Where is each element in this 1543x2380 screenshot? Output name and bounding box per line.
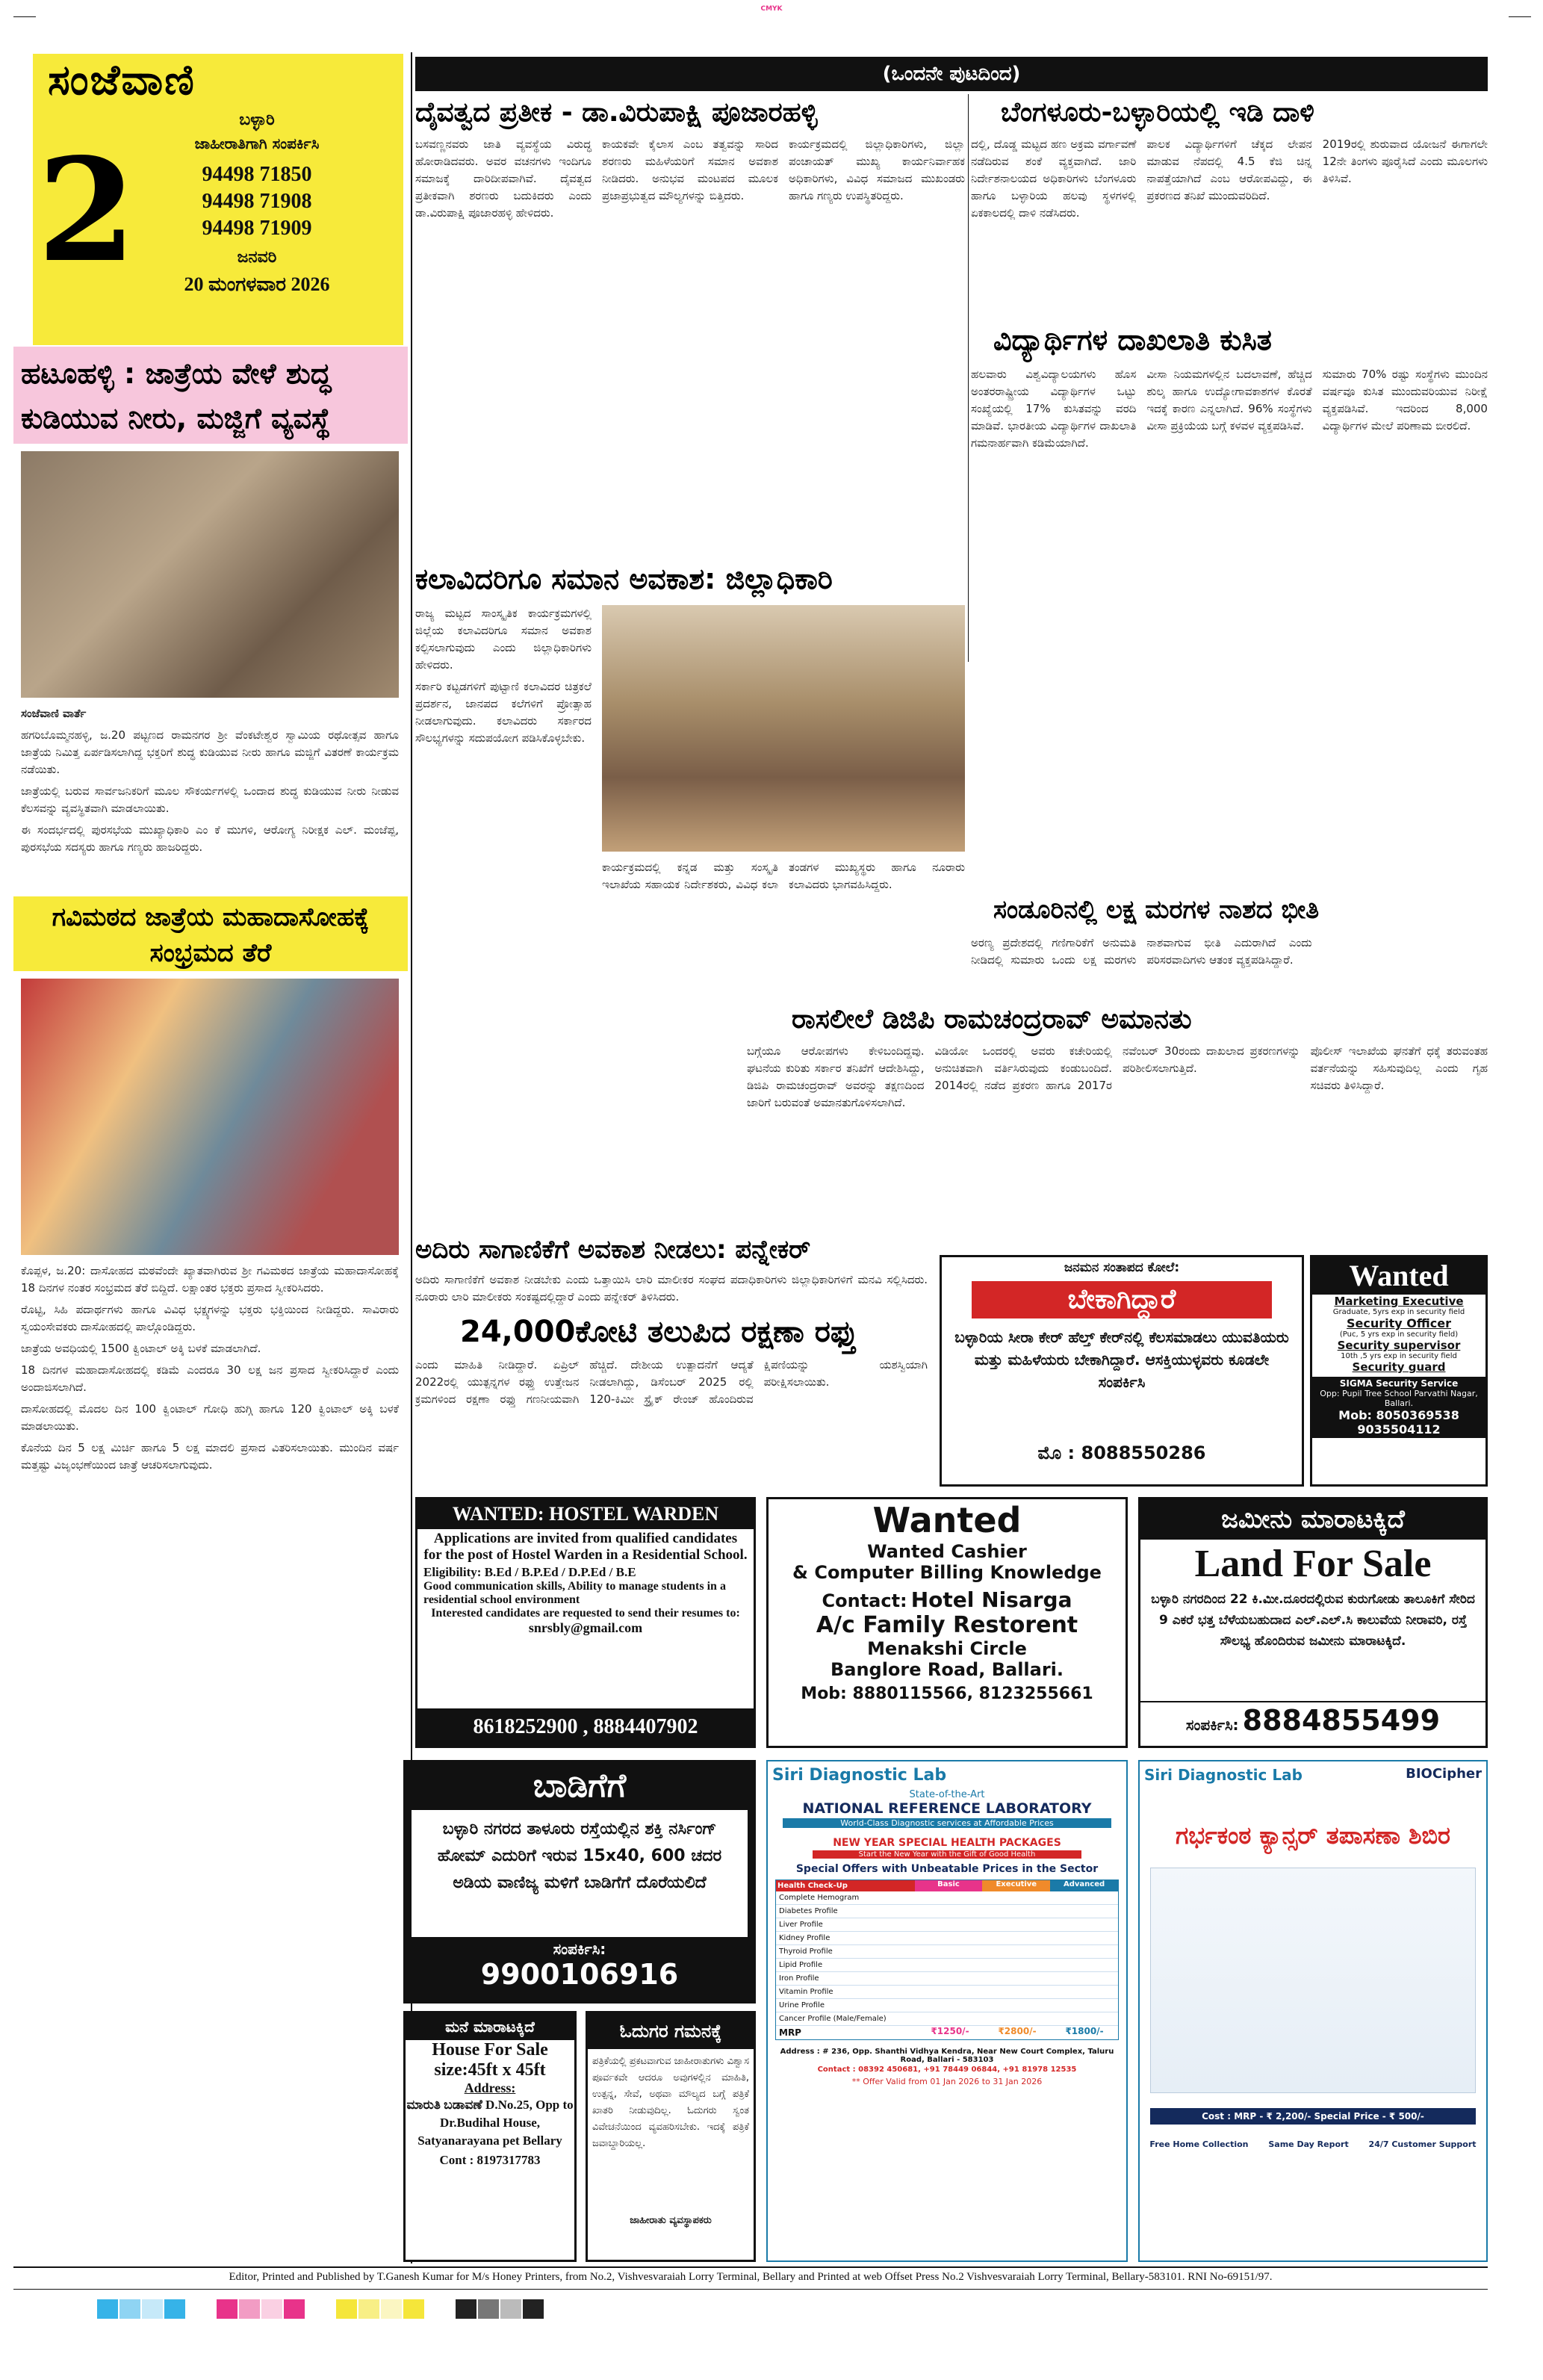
swatch [456,2299,476,2319]
paragraph: ರಾಜ್ಯ ಮಟ್ಟದ ಸಾಂಸ್ಕೃತಿಕ ಕಾರ್ಯಕ್ರಮಗಳಲ್ಲಿ ಜಿಲ್ಲೆಯ ಕಲಾವಿದರಿಗೂ ಸಮಾನ ಅವಕಾಶ ಕಲ್ಪಿಸಲಾಗುವುದು ಎಂದು ಜಿಲ್ಲಾಧಿಕಾರಿಗಳು ಹೇಳಿದರು. [415,607,592,672]
ad-line: Applications are invited from qualified candidates for the post of Hostel Warden in a Residential School. [423,1531,748,1563]
story-gavimath [13,896,408,2263]
paragraph: ಈ ಸಂದರ್ಭದಲ್ಲಿ ಪುರಸಭೆಯ ಮುಖ್ಯಾಧಿಕಾರಿ ಎಂ ಕೆ ಮುಗಳಿ, ಆರೋಗ್ಯ ನಿರೀಕ್ಷಕ ಎಲ್. ಮಂಜೆಪ್ಪ, ಪುರಸಭೆಯ ಸದಸ್ಯರು ಹಾಗೂ ಗಣ್ಯರು ಹಾಜರಿದ್ದರು. [21,823,399,854]
validity: ** Offer Valid from 01 Jan 2026 to 31 Jan 2026 [851,2077,1043,2086]
ad-address: Menakshi Circle [867,1638,1027,1659]
table-header [776,1880,1118,1891]
contact-number: 8884855499 [1242,1704,1441,1737]
ad-address-label: Address: [464,2080,516,2095]
story-sandur [971,893,1488,997]
masthead-date: 20 ಮಂಗಳವಾರ 2026 [184,273,330,295]
ad-title: ಬಾಡಿಗೆಗೆ [533,1767,627,1805]
swatch [336,2299,357,2319]
ad-title-kn: ಜಮೀನು ಮಾರಾಟಕ್ಕಿದೆ [1140,1499,1485,1540]
contact: Contact : 08392 450681, +91 78449 06844, +91 81978 12535 [817,2066,1077,2074]
story-enrollment [971,321,1488,889]
table-row: Thyroid Profile [776,1945,1118,1959]
ad-size: size:45ft x 45ft [434,2060,546,2080]
role-1: Marketing Executive [1334,1295,1464,1308]
article-body [21,1262,399,2256]
role-1-req: Graduate, 5yrs exp in security field [1332,1308,1465,1316]
col-header: Basic [915,1880,983,1891]
table-row: Lipid Profile [776,1959,1118,1972]
headline: ಬೆಂಗಳೂರು-ಬಳ್ಳಾರಿಯಲ್ಲಿ ಇಡಿ ದಾಳಿ [1001,97,1314,128]
mobile: Mob: 8050369538 [1338,1408,1459,1422]
contact-number: 9900106916 [480,1958,679,1991]
paragraph: ಕೊಪ್ಪಳ, ಜ.20: ದಾಸೋಹದ ಮಠವೆಂದೇ ಖ್ಯಾತವಾಗಿರುವ ಶ್ರೀ ಗವಿಮಠದ ಜಾತ್ರೆಯ ಮಹಾದಾಸೋಹಕ್ಕೆ 18 ದಿನಗಳ ನಂತರ ಸಂಭ್ರಮದ ತೆರೆ ಬಿದ್ದಿದೆ. ಲಕ್ಷಾಂತರ ಭಕ್ತರು ಪ್ರಸಾದ ಸ್ವೀಕರಿಸಿದರು. [21,1264,399,1295]
paragraph: ವೀಸಾ ನಿಯಮಗಳಲ್ಲಿನ ಬದಲಾವಣೆ, ಹೆಚ್ಚಿದ ಶುಲ್ಕ ಹಾಗೂ ಉದ್ಯೋಗಾವಕಾಶಗಳ ಕೊರತೆ ಇದಕ್ಕೆ ಕಾರಣ ಎನ್ನಲಾಗಿದೆ. 96% ಸಂಸ್ಥೆಗಳು ವೀಸಾ ಪ್ರಕ್ರಿಯೆಯ ಬಗ್ಗೆ ಕಳವಳ ವ್ಯಕ್ತಪಡಿಸಿವೆ. [1146,368,1312,433]
phone-1: 94498 71850 [202,163,312,186]
ad-house-for-sale [403,2011,577,2262]
paragraph: ಸರ್ಕಾರಿ ಕಟ್ಟಡಗಳಿಗೆ ಪುಟ್ಟಾಣಿ ಕಲಾವಿದರ ಚಿತ್ರಕಲೆ ಪ್ರದರ್ಶನ, ಜಾನಪದ ಕಲೆಗಳಿಗೆ ಪ್ರೋತ್ಸಾಹ ನೀಡಲಾಗುವುದು. ಕಲಾವಿದರು ಸರ್ಕಾರದ ಸೌಲಭ್ಯಗಳನ್ನು ಸದುಪಯೋಗ ಪಡಿಸಿಕೊಳ್ಳಬೇಕು. [415,680,592,745]
mobile-2: 9035504112 [1357,1422,1441,1437]
table-row: Iron Profile [776,1972,1118,1986]
masthead-month: ಜನವರಿ [237,248,277,267]
notice-sign: ಜಾಹೀರಾತು ವ್ಯವಸ್ಥಾಪಕರು [630,2215,712,2226]
ad-contact: Cont : 8197317783 [439,2153,541,2167]
phone-3: 94498 71909 [202,217,312,240]
ad-hostel-warden [415,1497,756,1748]
logo [33,54,403,106]
article-body [747,1043,1488,1245]
role-3-req: 10th ,5 yrs exp in security field [1341,1352,1457,1360]
paragraph: ಸುಮಾರು 70% ರಷ್ಟು ಸಂಸ್ಥೆಗಳು ಮುಂದಿನ ವರ್ಷವೂ ಕುಸಿತ ಮುಂದುವರಿಯುವ ನಿರೀಕ್ಷೆ ವ್ಯಕ್ತಪಡಿಸಿವೆ. ಇದರಿಂದ 8,000 ವಿದ್ಯಾರ್ಥಿಗಳ ಮೇಲೆ ಪರಿಣಾಮ ಬೀರಲಿದೆ. [1322,368,1488,433]
photo-gavimath [21,979,399,1255]
ad-line: Interested candidates are requested to send their resumes to: [431,1607,740,1620]
contact-label: ಸಂಪರ್ಕಿಸಿ: [1185,1716,1239,1734]
article-body [415,1357,928,1491]
table-row: Kidney Profile [776,1932,1118,1945]
ad-phones: 8618252900 , 8884407902 [417,1708,754,1746]
table-row: Diabetes Profile [776,1905,1118,1918]
paragraph: ಅರಣ್ಯ ಪ್ರದೇಶದಲ್ಲಿ ಗಣಿಗಾರಿಕೆಗೆ ಅನುಮತಿ ನೀಡಿದಲ್ಲಿ ಸುಮಾರು ಒಂದು ಲಕ್ಷ ಮರಗಳು ನಾಶವಾಗುವ ಭೀತಿ ಎದುರಾಗಿದೆ ಎಂದು ಪರಿಸರವಾದಿಗಳು ಆತಂಕ ವ್ಯಕ್ತಪಡಿಸಿದ್ದಾರೆ. [971,936,1312,967]
ad-title-kn: ಮನೆ ಮಾರಾಟಕ್ಕಿದೆ [406,2013,574,2040]
address: Address : # 236, Opp. Shanthi Vidhya Kendra, Near New Court Complex, Taluru Road, Ballari - 583103 [780,2048,1114,2064]
headline: ದೈವತ್ವದ ಪ್ರತೀಕ - ಡಾ.ವಿರುಪಾಕ್ಷಿ ಪೂಜಾರಹಳ್ಳಿ [415,97,818,128]
ad-title: WANTED: HOSTEL WARDEN [417,1499,754,1529]
swatch [478,2299,499,2319]
article-body [415,1271,928,1313]
ad-hotel-name-2: A/c Family Restorent [816,1612,1078,1638]
info-panel [1150,1868,1476,2093]
ad-line: Wanted Cashier [867,1541,1027,1562]
ad-body: ಬಳ್ಳಾರಿ ನಗರದಿಂದ 22 ಕಿ.ಮೀ.ದೂರದಲ್ಲಿರುವ ಕುರುಗೋಡು ತಾಲೂಕಿಗೆ ಸೇರಿದ 9 ಎಕರೆ ಭತ್ತ ಬೆಳೆಯಬಹುದಾದ ಎಲ್.ಎಲ್.ಸಿ ಕಾಲುವೆಯ ನೀರಾವರಿ, ರಸ್ತೆ ಸೌಲಭ್ಯ ಹೊಂದಿರುವ ಜಮೀನು ಮಾರಾಟಕ್ಕಿದೆ. [1151,1592,1475,1649]
paragraph: ದಲ್ಲಿ, ದೊಡ್ಡ ಮಟ್ಟದ ಹಣ ಅಕ್ರಮ ವರ್ಗಾವಣೆ ನಡೆದಿರುವ ಶಂಕೆ ವ್ಯಕ್ತವಾಗಿದೆ. ಜಾರಿ ನಿರ್ದೇಶನಾಲಯದ ಅಧಿಕಾರಿಗಳು ಬೆಂಗಳೂರು ಹಾಗೂ ಬಳ್ಳಾರಿಯ ಹಲವು ಸ್ಥಳಗಳಲ್ಲಿ ಏಕಕಾಲದಲ್ಲಿ ದಾಳಿ ನಡೆಸಿದರು. [971,137,1137,220]
color-bar [97,2299,919,2320]
paragraph: ರೊಟ್ಟಿ, ಸಿಹಿ ಪದಾರ್ಥಗಳು ಹಾಗೂ ವಿವಿಧ ಭಕ್ಷ್ಯಗಳನ್ನು ಭಕ್ತರು ಭಕ್ತಿಯಿಂದ ನೀಡಿದ್ದರು. ಸಾವಿರಾರು ಸ್ವಯಂಸೇವಕರು ದಾಸೋಹದಲ್ಲಿ ಪಾಲ್ಗೊಂಡಿದ್ದರು. [21,1303,399,1333]
ad-body: ಬಳ್ಳಾರಿ ನಗರದ ತಾಳೂರು ರಸ್ತೆಯಲ್ಲಿನ ಶಕ್ತಿ ನರ್ಸಿಂಗ್ ಹೋಮ್ ಎದುರಿಗೆ ಇರುವ 15x40, 600 ಚದರ ಅಡಿಯ ವಾಣಿಜ್ಯ ಮಳಿಗೆ ಬಾಡಿಗೆಗೆ ದೊರೆಯಲಿದೆ [412,1810,748,1937]
swatch [523,2299,544,2319]
ad-line: Eligibility: B.Ed / B.P.Ed / D.P.Ed / B.E [423,1565,636,1579]
col-header: Executive [982,1880,1050,1891]
paragraph: ದಾಸೋಹದಲ್ಲಿ ಮೊದಲ ದಿನ 100 ಕ್ವಿಂಟಾಲ್ ಗೋಧಿ ಹುಗ್ಗಿ ಹಾಗೂ 120 ಕ್ವಿಂಟಾಲ್ ಅಕ್ಕಿ ಬಳಕೆ ಮಾಡಲಾಯಿತು. [21,1402,399,1433]
masthead-info [33,106,403,345]
phone-2: 94498 71908 [202,190,312,213]
cmyk-mark: CMYK [760,5,783,13]
article-body [971,366,1488,881]
ad-contact-label: ಜಾಹೀರಾತಿಗಾಗಿ ಸಂಪರ್ಕಿಸಿ [194,134,320,152]
paragraph: ಹಗರಿಬೊಮ್ಮನಹಳ್ಳಿ, ಜ.20 ಪಟ್ಟಣದ ರಾಮನಗರ ಶ್ರೀ ವೆಂಕಟೇಶ್ವರ ಸ್ವಾಮಿಯ ರಥೋತ್ಸವ ಹಾಗೂ ಜಾತ್ರೆಯ ನಿಮಿತ್ತ ಏರ್ಪಡಿಸಲಾಗಿದ್ದ ಭಕ್ತರಿಗೆ ಶುದ್ಧ ಕುಡಿಯುವ ನೀರು ಹಾಗೂ ಮಜ್ಜಿಗೆ ವಿತರಣೆ ಕಾರ್ಯಕ್ರಮ ನಡೆಯಿತು. [21,728,399,776]
banner: NEW YEAR SPECIAL HEALTH PACKAGES [833,1837,1061,1849]
photo-artists-event [602,605,965,852]
continued-banner: (ಒಂದನೇ ಪುಟದಿಂದ) [415,57,1488,91]
col-header: Advanced [1050,1880,1118,1891]
swatch [358,2299,379,2319]
ad-sigma-security [1310,1255,1488,1487]
column-divider [968,94,969,662]
contact-label: ಸಂಪರ್ಕಿಸಿ: [553,1940,606,1958]
footer-item: Same Day Report [1268,2139,1349,2149]
paragraph: ಕಾರ್ಯಕ್ರಮದಲ್ಲಿ ಕನ್ನಡ ಮತ್ತು ಸಂಸ್ಕೃತಿ ಇಲಾಖೆಯ ಸಹಾಯಕ ನಿರ್ದೇಶಕರು, ವಿವಿಧ ಕಲಾ ತಂಡಗಳ ಮುಖ್ಯಸ್ಥರು ಹಾಗೂ ನೂರಾರು ಕಲಾವಿದರು ಭಾಗವಹಿಸಿದ್ದರು. [602,861,965,891]
page-number: 2 [37,127,137,294]
price-executive: ₹2800/- [998,2026,1037,2036]
notice-body: ಪತ್ರಿಕೆಯಲ್ಲಿ ಪ್ರಕಟವಾಗುವ ಜಾಹೀರಾತುಗಳು ವಿಶ್ವಾಸ ಪೂರ್ವಕವೇ ಆದರೂ ಅವುಗಳಲ್ಲಿನ ಮಾಹಿತಿ, ಉತ್ಪನ್ನ, ಸೇವೆ, ಅಥವಾ ಮೌಲ್ಯದ ಬಗ್ಗೆ ಪತ್ರಿಕೆ ಖಾತರಿ ನೀಡುವುದಿಲ್ಲ. ಓದುಗರು ಸ್ವಂತ ವಿವೇಚನೆಯಿಂದ ವ್ಯವಹರಿಸಬೇಕು. ಇದಕ್ಕೆ ಪತ್ರಿಕೆ ಜವಾಬ್ದಾರಿಯಲ್ಲ. [592,2056,749,2149]
notice-title: ಓದುಗರ ಗಮನಕ್ಕೆ [588,2013,754,2049]
footer-item: Free Home Collection [1149,2139,1249,2149]
byline: ಸಂಜೆವಾಣಿ ವಾರ್ತೆ [21,707,87,720]
swatch [217,2299,237,2319]
ad-contact-block [1312,1377,1485,1438]
paragraph: ಎಂದು ಮಾಹಿತಿ ನೀಡಿದ್ದಾರೆ. ಏಪ್ರಿಲ್ 2022ರಲ್ಲಿ ಯುತ್ಪನ್ನಗಳ ರಫ್ತು ಉತ್ತೇಜನ ಕ್ರಮಗಳಿಂದ ರಕ್ಷಣಾ ರಫ್ತು ಗಣನೀಯವಾಗಿ ಹೆಚ್ಚಿದೆ. ದೇಶೀಯ ಉತ್ಪಾದನೆಗೆ ಆದ್ಯತೆ ನೀಡಲಾಗಿದ್ದು, ಡಿಸೆಂಬರ್ 2025 ರಲ್ಲಿ 120-ಕಿಮೀ ಸ್ಟ್ರೈಕ್ ರೇಂಜ್ ಹೊಂದಿರುವ ಕ್ಷಿಪಣಿಯನ್ನು ಯಶಸ್ವಿಯಾಗಿ ಪರೀಕ್ಷಿಸಲಾಯಿತು. [415,1358,928,1406]
swatch [142,2299,163,2319]
ad-email: snrsbly@gmail.com [528,1620,643,1635]
ad-address-2: Banglore Road, Ballari. [830,1659,1064,1680]
tagline: State-of-the-Art [909,1789,985,1800]
mrp-label: MRP [779,2027,801,2038]
story-hatuhalli [13,347,408,884]
ad-seera-care [940,1255,1304,1487]
role-2: Security Officer [1347,1316,1451,1330]
ad-brand-row [1140,1761,1486,1788]
role-3: Security supervisor [1337,1339,1461,1352]
footer-rule [13,2266,1488,2268]
paragraph: ಕಾಯಕವೇ ಕೈಲಾಸ ಎಂಬ ತತ್ವವನ್ನು ಸಾರಿದ ಶರಣರು ಮಹಿಳೆಯರಿಗೆ ಸಮಾನ ಅವಕಾಶ ನೀಡಿದರು. ಅನುಭವ ಮಂಟಪದ ಮೂಲಕ ಪ್ರಜಾಪ್ರಭುತ್ವದ ಮೌಲ್ಯಗಳನ್ನು ಬಿತ್ತಿದರು. [602,137,778,202]
table-row: Complete Hemogram [776,1891,1118,1905]
article-body [971,935,1488,994]
brand: Siri Diagnostic Lab [772,1766,947,1785]
cost: Cost : MRP - ₹ 2,200/- Special Price - ₹ 500/- [1150,2108,1476,2125]
readers-notice [586,2011,756,2262]
swatch [381,2299,402,2319]
paragraph: ಪಾಲಕ ವಿದ್ಯಾರ್ಥಿಗಳಿಗೆ ಚೆಕ್ಕದ ಲೇಪನ ಮಾಡುವ ನೆಪದಲ್ಲಿ 4.5 ಕೆಜಿ ಚಿನ್ನ ನಾಪತ್ತೆಯಾಗಿದೆ ಎಂಬ ಆರೋಪವಿದ್ದು, ಈ ಪ್ರಕರಣದ ತನಿಖೆ ಮುಂದುವರಿದಿದೆ. [1146,137,1312,202]
ad-address: ಮಾರುತಿ ಬಡಾವಣೆ D.No.25, Opp to Dr.Budihal House, Satyanarayana pet Bellary [406,2098,574,2148]
paragraph: ಕಾರ್ಯಕ್ರಮದಲ್ಲಿ ಜಿಲ್ಲಾಧಿಕಾರಿಗಳು, ಜಿಲ್ಲಾ ಪಂಚಾಯತ್ ಮುಖ್ಯ ಕಾರ್ಯನಿರ್ವಾಹಕ ಅಧಿಕಾರಿಗಳು, ವಿವಿಧ ಸಮಾಜದ ಮುಖಂಡರು ಹಾಗೂ ಗಣ್ಯರು ಉಪಸ್ಥಿತರಿದ್ದರು. [789,137,965,202]
paragraph: ಜಾತ್ರೆಯ ಅವಧಿಯಲ್ಲಿ 1500 ಕ್ವಿಂಟಾಲ್ ಅಕ್ಕಿ ಬಳಕೆ ಮಾಡಲಾಗಿದೆ. [21,1342,261,1355]
swatch [239,2299,260,2319]
ad-body: ಬಳ್ಳಾರಿಯ ಸೀರಾ ಕೇರ್ ಹೆಲ್ತ್ ಕೇರ್‌ನಲ್ಲಿ ಕೆಲಸಮಾಡಲು ಯುವತಿಯರು ಮತ್ತು ಮಹಿಳೆಯರು ಬೇಕಾಗಿದ್ದಾರೆ. ಆಸಕ್ತಿಯುಳ್ಳವರು ಕೂಡಲೇ ಸಂಪರ್ಕಿಸಿ [954,1328,1289,1391]
headline: ಹಟೂಹಳ್ಳಿ : ಜಾತ್ರೆಯ ವೇಳೆ ಶುದ್ಧ ಕುಡಿಯುವ ನೀರು, ಮಜ್ಜಿಗೆ ವ್ಯವಸ್ಥೆ [13,347,408,444]
article-body [971,136,1488,315]
paragraph: ಬಗ್ಗೆಯೂ ಆರೋಪಗಳು ಕೇಳಿಬಂದಿದ್ದವು. ಘಟನೆಯ ಕುರಿತು ಸರ್ಕಾರ ತನಿಖೆಗೆ ಆದೇಶಿಸಿದ್ದು, ಡಿಜಿಪಿ ರಾಮಚಂದ್ರರಾವ್ ಅವರನ್ನು ತಕ್ಷಣದಿಂದ ಜಾರಿಗೆ ಬರುವಂತೆ ಅಮಾನತುಗೊಳಿಸಲಾಗಿದೆ. [747,1044,925,1109]
role-2-req: (Puc, 5 yrs exp in security field) [1339,1330,1459,1339]
headline: ಸಂಡೂರಿನಲ್ಲಿ ಲಕ್ಷ ಮರಗಳ ನಾಶದ ಭೀತಿ [993,895,1320,925]
headline: ವಿದ್ಯಾರ್ಥಿಗಳ ದಾಖಲಾತಿ ಕುಸಿತ [993,323,1272,356]
table-row: Cancer Profile (Male/Female) [776,2012,1118,2026]
ad-siri-diagnostic-packages [766,1760,1128,2262]
brand: Siri Diagnostic Lab [1144,1766,1303,1784]
price-row [776,2026,1118,2039]
story-virupakshi [415,94,965,557]
ad-hotel-name: Hotel Nisarga [910,1587,1072,1612]
address: Opp: Pupil Tree School Parvathi Nagar, Ballari. [1320,1389,1478,1408]
story-defence [415,1315,928,1494]
table-row: Urine Profile [776,1999,1118,2012]
footer-rule [13,2289,1488,2290]
paragraph: 2019ರಲ್ಲಿ ಶುರುವಾದ ಯೋಜನೆ ಈಗಾಗಲೇ 12ನೇ ತಿಂಗಳು ಪೂರೈಸಿದೆ ಎಂದು ಮೂಲಗಳು ತಿಳಿಸಿವೆ. [1322,137,1488,185]
ad-header: ಜನಮನ ಸಂತಾಪದ ಕೋಲೆ: [1064,1260,1180,1275]
role-4: Security guard [1352,1360,1446,1374]
swatch [261,2299,282,2319]
headline: ಕಲಾವಿದರಿಗೂ ಸಮಾನ ಅವಕಾಶ: ಜಿಲ್ಲಾಧಿಕಾರಿ [415,563,833,595]
offers: Special Offers with Unbeatable Prices in the Sector [795,1863,1099,1875]
ad-contact [1140,1701,1485,1737]
col-header: Health Check-Up [777,1882,848,1890]
ad-line: Good communication skills, Ability to manage students in a residential school environment [423,1580,726,1606]
headline: ಗವಿಮಠದ ಜಾತ್ರೆಯ ಮಹಾದಾಸೋಹಕ್ಕೆ ಸಂಭ್ರಮದ ತೆರೆ [13,896,408,971]
swatch [97,2299,118,2319]
article-body [21,705,399,877]
headline: 24,000ಕೋಟಿ ತಲುಪಿದ ರಕ್ಷಣಾ ರಫ್ತು [460,1315,857,1349]
paragraph: ಪೊಲೀಸ್ ಇಲಾಖೆಯ ಘನತೆಗೆ ಧಕ್ಕೆ ತರುವಂತಹ ವರ್ತನೆಯನ್ನು ಸಹಿಸುವುದಿಲ್ಲ ಎಂದು ಗೃಹ ಸಚಿವರು ತಿಳಿಸಿದ್ದಾರೆ. [1310,1044,1488,1092]
headline: ಅದಿರು ಸಾಗಾಣಿಕೆಗೆ ಅವಕಾಶ ನೀಡಲು: ಪನ್ನೇಕರ್ [415,1235,811,1265]
banner-sub: Start the New Year with the Gift of Good Health [813,1850,1081,1859]
story-ed-raid [971,94,1488,318]
footer-row [1140,2139,1486,2149]
ad-title-en: Land For Sale [1194,1543,1432,1585]
ad-mobile: ಮೊ : 8088550286 [1037,1442,1206,1463]
ad-rent [403,1760,756,2004]
photo-hatuhalli [21,451,399,698]
ad-title-en: House For Sale [432,2040,548,2060]
article-body [415,605,592,1225]
table-row: Liver Profile [776,1918,1118,1932]
ad-title: Wanted [872,1500,1022,1540]
ad-title: ಗರ್ಭಕಂಠ ಕ್ಯಾನ್ಸರ್ ತಪಾಸಣಾ ಶಿಬಿರ [1176,1821,1450,1850]
ad-contact-label: Contact: [822,1590,907,1611]
price-advanced: ₹1800/- [1065,2026,1104,2036]
company: SIGMA Security Service [1339,1378,1459,1389]
masthead-city: ಬಳ್ಳಾರಿ [239,111,275,129]
subtitle: World-Class Diagnostic services at Affordable Prices [783,1818,1111,1828]
paragraph: ಕೊನೆಯ ದಿನ 5 ಲಕ್ಷ ಮಿರ್ಚಿ ಹಾಗೂ 5 ಲಕ್ಷ ಮಾದಲಿ ಪ್ರಸಾದ ವಿತರಿಸಲಾಯಿತು. ಮುಂದಿನ ವರ್ಷ ಮತ್ತಷ್ಟು ವಿಜೃಂಭಣೆಯಿಂದ ಜಾತ್ರೆ ಆಚರಿಸಲಾಗುವುದು. [21,1441,399,1472]
logo-text: ಸಂಜೆವಾಣಿ [48,55,196,105]
paragraph: 18 ದಿನಗಳ ಮಹಾದಾಸೋಹದಲ್ಲಿ ಕಡಿಮೆ ಎಂದರೂ 30 ಲಕ್ಷ ಜನ ಪ್ರಸಾದ ಸ್ವೀಕರಿಸಿದ್ದಾರೆ ಎಂದು ಅಂದಾಜಿಸಲಾಗಿದೆ. [21,1363,399,1394]
ad-mobile: Mob: 8880115566, 8123255661 [801,1685,1093,1703]
ad-title: NATIONAL REFERENCE LABORATORY [802,1800,1092,1817]
story-ore-transport [415,1233,928,1315]
partner: BIOCipher [1406,1766,1482,1782]
ad-title: Wanted [1312,1257,1485,1295]
ad-line: & Computer Billing Knowledge [792,1562,1102,1583]
swatch [164,2299,185,2319]
crop-mark [1509,16,1531,17]
paragraph: ವಿಡಿಯೋ ಒಂದರಲ್ಲಿ ಅವರು ಕಚೇರಿಯಲ್ಲಿ ಅನುಚಿತವಾಗಿ ವರ್ತಿಸಿರುವುದು ಕಂಡುಬಂದಿದೆ. 2014ರಲ್ಲಿ ನಡೆದ ಪ್ರಕರಣ ಹಾಗೂ 2017ರ ನವೆಂಬರ್ 30ರಂದು ದಾಖಲಾದ ಪ್ರಕರಣಗಳನ್ನು ಪರಿಶೀಲಿಸಲಾಗುತ್ತಿದೆ. [934,1044,1300,1092]
package-table [775,1879,1119,2040]
paragraph: ಬಸವಣ್ಣನವರು ಜಾತಿ ವ್ಯವಸ್ಥೆಯ ವಿರುದ್ಧ ಹೋರಾಡಿದವರು. ಅವರ ವಚನಗಳು ಇಂದಿಗೂ ಸಮಾಜಕ್ಕೆ ದಾರಿದೀಪವಾಗಿವೆ. ದೈವತ್ವದ ಪ್ರತೀಕವಾಗಿ ಶರಣರು ಬದುಕಿದರು ಎಂದು ಡಾ.ವಿರುಪಾಕ್ಷಿ ಪೂಜಾರಹಳ್ಳಿ ಹೇಳಿದರು. [415,137,592,220]
price-basic: ₹1250/- [931,2026,969,2036]
swatch [119,2299,140,2319]
article-body [415,136,965,554]
ad-hotel-nisarga [766,1497,1128,1748]
footer-item: 24/7 Customer Support [1368,2139,1477,2149]
imprint: Editor, Printed and Published by T.Ganesh Kumar for M/s Honey Printers, from No.2, Vishvesvaraiah Lorry Terminal, Bellary and Printed at web Offset Press No.2 Vishvesvaraiah Lorry Terminal, Bellary-583101. RNI No-69151/97. [229,2271,1273,2283]
ad-siri-cancer-camp [1138,1760,1488,2262]
paragraph: ಹಲವಾರು ವಿಶ್ವವಿದ್ಯಾಲಯಗಳು ಹೊಸ ಅಂತರರಾಷ್ಟ್ರೀಯ ವಿದ್ಯಾರ್ಥಿಗಳ ಒಟ್ಟು ಸಂಖ್ಯೆಯಲ್ಲಿ 17% ಕುಸಿತವನ್ನು ವರದಿ ಮಾಡಿವೆ. ಭಾರತೀಯ ವಿದ್ಯಾರ್ಥಿಗಳ ದಾಖಲಾತಿ ಗಮನಾರ್ಹವಾಗಿ ಕಡಿಮೆಯಾಗಿದೆ. [971,368,1137,450]
swatch [403,2299,424,2319]
crop-mark [13,16,36,17]
ad-land-for-sale [1138,1497,1488,1748]
swatch [500,2299,521,2319]
paragraph: ಅದಿರು ಸಾಗಾಣಿಕೆಗೆ ಅವಕಾಶ ನೀಡಬೇಕು ಎಂದು ಒತ್ತಾಯಿಸಿ ಲಾರಿ ಮಾಲೀಕರ ಸಂಘದ ಪದಾಧಿಕಾರಿಗಳು ಜಿಲ್ಲಾಧಿಕಾರಿಗಳಿಗೆ ಮನವಿ ಸಲ್ಲಿಸಿದರು. ನೂರಾರು ಲಾರಿ ಮಾಲೀಕರು ಸಂಕಷ್ಟದಲ್ಲಿದ್ದಾರೆ ಎಂದು ಪನ್ನೇಕರ್ ತಿಳಿಸಿದರು. [415,1273,928,1304]
ad-title: ಬೇಕಾಗಿದ್ದಾರೆ [972,1281,1272,1318]
headline: ರಾಸಲೀಲೆ ಡಿಜಿಪಿ ರಾಮಚಂದ್ರರಾವ್ ಅಮಾನತು [792,1004,1192,1035]
swatch [284,2299,305,2319]
story-dgp [747,1001,1488,1248]
paragraph: ಜಾತ್ರೆಯಲ್ಲಿ ಬರುವ ಸಾರ್ವಜನಿಕರಿಗೆ ಮೂಲ ಸೌಕರ್ಯಗಳಲ್ಲಿ ಒಂದಾದ ಶುದ್ಧ ಕುಡಿಯುವ ನೀರು ನೀಡುವ ಕೆಲಸವನ್ನು ವ್ಯವಸ್ಥಿತವಾಗಿ ಮಾಡಲಾಯಿತು. [21,784,399,815]
masthead [33,54,403,345]
table-row: Vitamin Profile [776,1986,1118,1999]
